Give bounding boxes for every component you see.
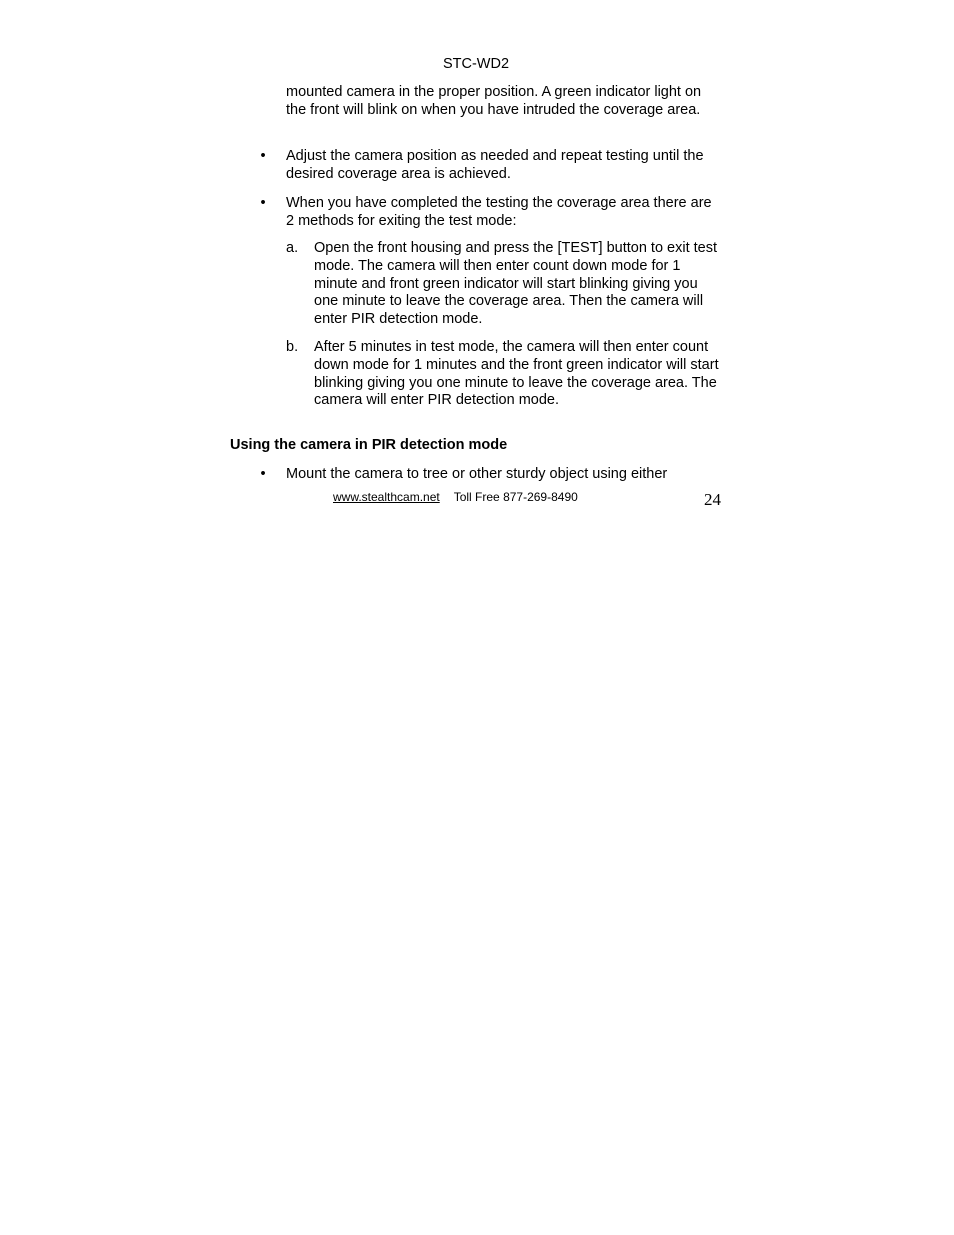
list-item <box>256 148 722 184</box>
page-number: 24 <box>704 490 721 509</box>
bullet-marker: • <box>260 148 266 164</box>
model-name: STC-WD2 <box>442 56 510 72</box>
bullet-marker: • <box>260 466 266 482</box>
sub-list-text: Open the front housing and press the [TEST] button to exit test mode. The camera will then enter count down mode for 1 minute and front green indicator will start blinking giving you one minute to leave the coverage area. Then the camera will enter PIR detection mode. <box>314 240 718 328</box>
sub-list-marker: b. <box>286 339 299 355</box>
sub-list-item-b <box>286 339 722 429</box>
page-header-model <box>0 56 954 72</box>
bullet-marker: • <box>260 195 266 211</box>
list-item-text: Mount the camera to tree or other sturdy object using either <box>286 466 668 482</box>
list-item-text: Adjust the camera position as needed and repeat testing until the desired coverage area is achieved. <box>286 148 704 182</box>
section-heading: Using the camera in PIR detection mode <box>230 437 508 453</box>
list-item <box>256 466 722 484</box>
continued-paragraph: mounted camera in the proper position. A green indicator light on the front will blink on when you have intruded the coverage area. <box>286 84 702 118</box>
sub-list-marker: a. <box>286 240 299 256</box>
sub-list-item-a <box>286 240 722 330</box>
list-item <box>256 195 722 231</box>
sub-list-text: After 5 minutes in test mode, the camera will then enter count down mode for 1 minutes and the front green indicator will start blinking giving you one minute to leave the coverage area. The camera will enter PIR detection mode. <box>314 339 719 409</box>
toll-free-phone: Toll Free 877-269-8490 <box>453 490 578 504</box>
page-footer <box>333 490 578 504</box>
list-item-text: When you have completed the testing the coverage area there are 2 methods for exiting the test mode: <box>286 195 712 229</box>
website-link[interactable]: www.stealthcam.net <box>333 490 440 504</box>
